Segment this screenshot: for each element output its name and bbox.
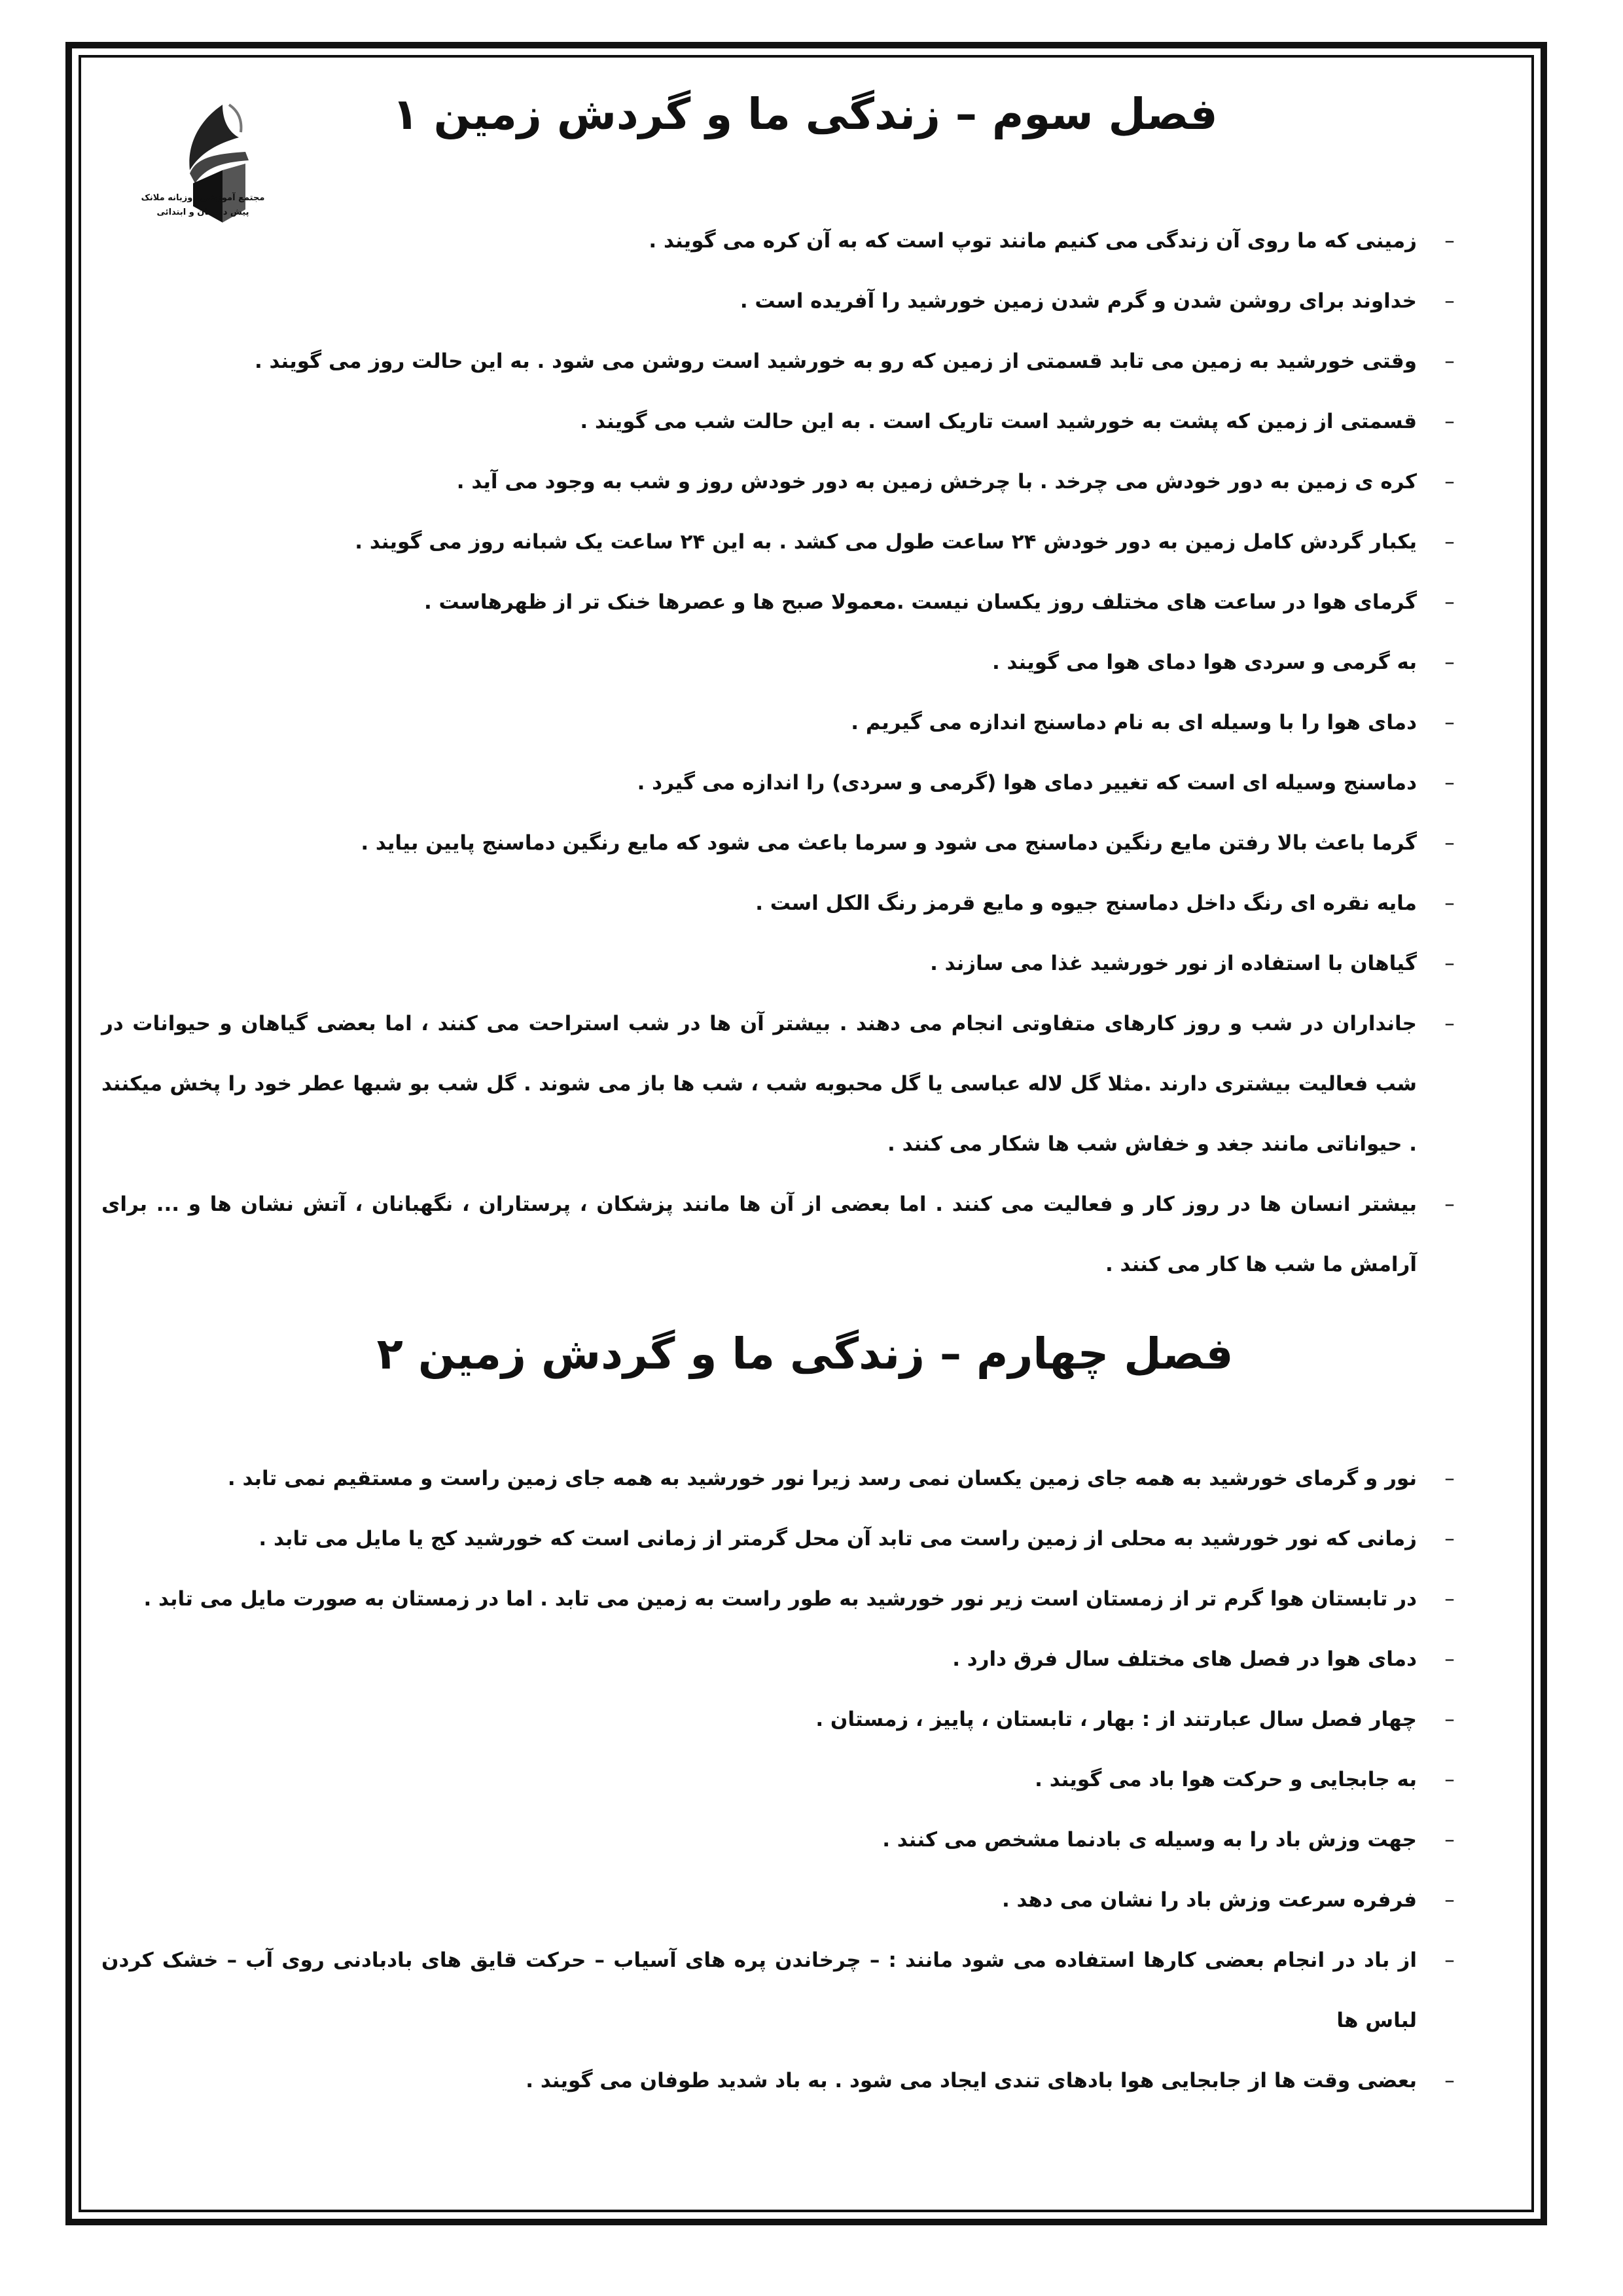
- list-item-text: یکبار گردش کامل زمین به دور خودش ۲۴ ساعت طول می کشد . به این ۲۴ ساعت یک شبانه روز می گویند .: [355, 530, 1417, 554]
- bullet-dash: –: [1444, 1708, 1455, 1731]
- list-item: [101, 873, 1463, 933]
- list-item: [101, 813, 1463, 873]
- list-item-text: گیاهان با استفاده از نور خورشید غذا می سازند .: [930, 952, 1417, 975]
- bullet-dash: –: [1444, 1647, 1455, 1671]
- list-item-text: نور و گرمای خورشید به همه جای زمین یکسان نمی رسد زیرا نور خورشید به همه جای زمین راست و مستقیم نمی تابد .: [227, 1467, 1417, 1490]
- section2-list: [101, 1448, 1463, 2111]
- list-item-text: وقتی خورشید به زمین می تابد قسمتی از زمین که رو به خورشید است روشن می شود . به این حالت روز می گویند .: [254, 350, 1417, 373]
- bullet-dash: –: [1444, 289, 1455, 313]
- list-item: [101, 1930, 1463, 2051]
- list-item: [101, 1689, 1463, 1749]
- list-item: [101, 452, 1463, 512]
- bullet-dash: –: [1444, 1888, 1455, 1912]
- bullet-dash: –: [1444, 711, 1455, 734]
- list-item: [101, 1810, 1463, 1870]
- bullet-dash: –: [1444, 350, 1455, 373]
- list-item: [101, 331, 1463, 391]
- list-item-text: مایه نقره ای رنگ داخل دماسنج جیوه و مایع قرمز رنگ الکل است .: [755, 891, 1417, 915]
- bullet-dash: –: [1444, 590, 1455, 614]
- list-item-text: گرما باعث بالا رفتن مایع رنگین دماسنج می شود و سرما باعث می شود که مایع رنگین دماسنج پایین بیاید .: [361, 831, 1417, 855]
- list-item: [101, 994, 1463, 1174]
- list-item: [101, 933, 1463, 994]
- list-item: [101, 632, 1463, 692]
- list-item: [101, 1569, 1463, 1629]
- list-item: [101, 1870, 1463, 1930]
- bullet-dash: –: [1444, 1467, 1455, 1490]
- list-item: [101, 1629, 1463, 1689]
- list-item-text: بیشتر انسان ها در روز کار و فعالیت می کنند . اما بعضی از آن ها مانند پزشکان ، پرستاران ، نگهبانان ، آتش نشان ها و ... برای آرامش ما شب ها کار می کنند .: [101, 1193, 1417, 1276]
- bullet-dash: –: [1444, 651, 1455, 674]
- section1-title: فصل سوم – زندگی ما و گردش زمین ۱: [392, 89, 1218, 139]
- list-item-text: جهت وزش باد را به وسیله ی بادنما مشخص می کنند .: [882, 1828, 1417, 1852]
- list-item-text: خداوند برای روشن شدن و گرم شدن زمین خورشید را آفریده است .: [740, 289, 1417, 313]
- list-item: [101, 1749, 1463, 1810]
- list-item-text: از باد در انجام بعضی کارها استفاده می شود مانند : – چرخاندن پره های آسیاب – حرکت قایق های بادبادنی روی آب – خشک کردن لباس ها: [101, 1948, 1417, 2032]
- bullet-dash: –: [1444, 952, 1455, 975]
- list-item-text: زمینی که ما روی آن زندگی می کنیم مانند توپ است که به آن کره می گویند .: [649, 229, 1417, 253]
- bullet-dash: –: [1444, 831, 1455, 855]
- list-item: [101, 391, 1463, 452]
- list-item-text: بعضی وقت ها از جابجایی هوا بادهای تندی ایجاد می شود . به باد شدید طوفان می گویند .: [526, 2069, 1417, 2092]
- section1-list: [101, 211, 1463, 1295]
- list-item-text: به گرمی و سردی هوا دمای هوا می گویند .: [991, 651, 1417, 674]
- list-item-text: زمانی که نور خورشید به محلی از زمین راست می تابد آن محل گرمتر از زمانی است که خورشید کج یا مایل می تابد .: [259, 1527, 1417, 1551]
- logo-caption-line1: مجتمع آموزشی دوزبانه ملانک: [141, 193, 265, 203]
- list-item-text: دمای هوا در فصل های مختلف سال فرق دارد .: [952, 1647, 1417, 1671]
- bullet-dash: –: [1444, 470, 1455, 493]
- bullet-dash: –: [1444, 771, 1455, 795]
- list-item: [101, 1448, 1463, 1509]
- bullet-dash: –: [1444, 1012, 1455, 1035]
- list-item: [101, 271, 1463, 331]
- list-item: [101, 753, 1463, 813]
- list-item-text: جانداران در شب و روز کارهای متفاوتی انجام می دهند . بیشتر آن ها در شب استراحت می کنند ، اما بعضی گیاهان و حیوانات در شب فعالیت بیشتری دارند .مثلا گل لاله عباسی یا گل محبوبه شب ، شب ها باز می شوند . گل شب بو شبها عطر خود را پخش میکنند . حیواناتی مانند جغد و خفاش شب ها شکار می کنند .: [101, 1012, 1417, 1156]
- list-item: [101, 692, 1463, 753]
- list-item-text: کره ی زمین به دور خودش می چرخد . با چرخش زمین به دور خودش روز و شب به وجود می آید .: [456, 470, 1417, 493]
- list-item-text: دمای هوا را با وسیله ای به نام دماسنج اندازه می گیریم .: [851, 711, 1417, 734]
- bullet-dash: –: [1444, 1587, 1455, 1611]
- bullet-dash: –: [1444, 1527, 1455, 1551]
- bullet-dash: –: [1444, 1193, 1455, 1216]
- bullet-dash: –: [1444, 1948, 1455, 1972]
- list-item: [101, 2051, 1463, 2111]
- bullet-dash: –: [1444, 1768, 1455, 1791]
- list-item-text: دماسنج وسیله ای است که تغییر دمای هوا (گرمی و سردی) را اندازه می گیرد .: [637, 771, 1417, 795]
- bullet-dash: –: [1444, 410, 1455, 433]
- list-item-text: قسمتی از زمین که پشت به خورشید است تاریک است . به این حالت شب می گویند .: [580, 410, 1417, 433]
- list-item-text: در تابستان هوا گرم تر از زمستان است زیر نور خورشید به طور راست به زمین می تابد . اما در زمستان به صورت مایل می تابد .: [143, 1587, 1417, 1611]
- bullet-dash: –: [1444, 1828, 1455, 1852]
- list-item: [101, 512, 1463, 572]
- bullet-dash: –: [1444, 2069, 1455, 2092]
- list-item: [101, 211, 1463, 271]
- list-item-text: گرمای هوا در ساعت های مختلف روز یکسان نیست .معمولا صبح ها و عصرها خنک تر از ظهرهاست .: [423, 590, 1417, 614]
- list-item: [101, 1509, 1463, 1569]
- bullet-dash: –: [1444, 229, 1455, 253]
- list-item-text: چهار فصل سال عبارتند از : بهار ، تابستان ، پاییز ، زمستان .: [815, 1708, 1417, 1731]
- list-item: [101, 572, 1463, 632]
- list-item-text: به جابجایی و حرکت هوا باد می گویند .: [1035, 1768, 1417, 1791]
- bullet-dash: –: [1444, 530, 1455, 554]
- bullet-dash: –: [1444, 891, 1455, 915]
- section2-title: فصل چهارم – زندگی ما و گردش زمین ۲: [376, 1329, 1234, 1379]
- list-item: [101, 1174, 1463, 1295]
- logo-caption-line2: پیش دبستان و ابتدائی: [156, 207, 249, 217]
- list-item-text: فرفره سرعت وزش باد را نشان می دهد .: [1001, 1888, 1417, 1912]
